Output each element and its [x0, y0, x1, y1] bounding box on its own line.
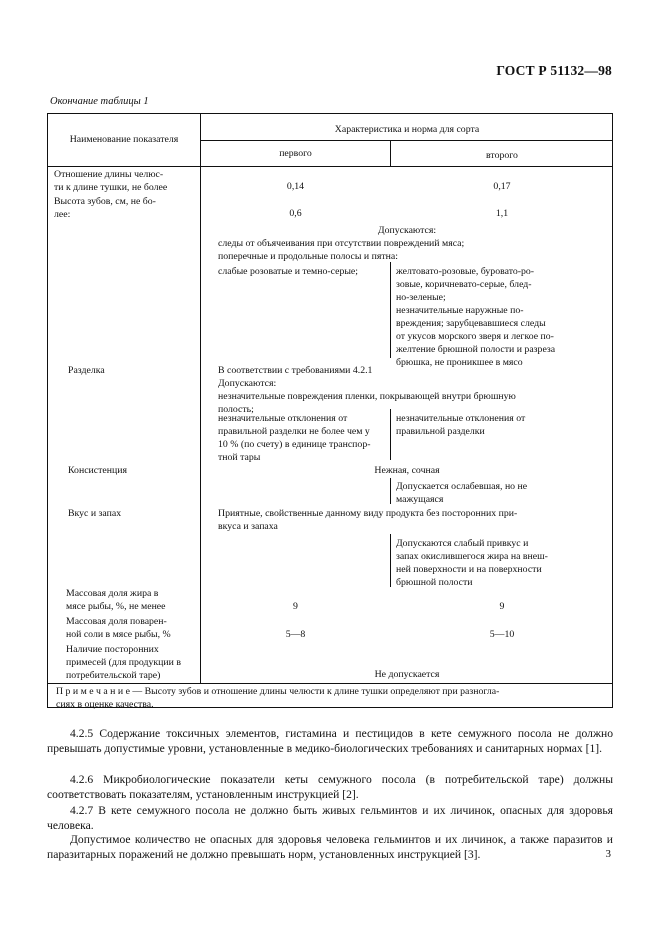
jaw-second: 0,17 — [493, 181, 511, 192]
cut-requirement: В соответствии с требованиями 4.2.1 — [218, 365, 373, 376]
fat-first: 9 — [293, 601, 298, 612]
col-header-param: Наименование показателя — [69, 134, 179, 145]
row-name-salt: Массовая доля поварен- ной соли в мясе рыбы, % — [66, 616, 171, 640]
header-bottom-line — [48, 166, 613, 167]
header-subdivider — [200, 140, 613, 141]
fat-second: 9 — [499, 601, 505, 612]
divider-consistency — [390, 478, 391, 504]
paragraph-4-2-7: 4.2.7 В кете семужного посола не должно быть живых гельминтов и их личинок, опасных для здоровья человека. — [47, 804, 613, 832]
cut-allowed: Допускаются: — [218, 378, 277, 389]
row-name-teeth: Высота зубов, см, не бо- лее: — [54, 196, 156, 220]
consistency-second: Допускается ослабевшая, но не мажущаяся — [396, 481, 528, 505]
paragraph-4-2-5: 4.2.5 Содержание токсичных элементов, гистамина и пестицидов в кете семужного посола не должно превышать допустимые уровни, установленные в медико-биологических требованиях и санитарных нормах [1]. — [47, 727, 613, 755]
paragraph-4-2-7-b: Допустимое количество не опасных для здоровья человека гельминтов и их личинок, а также паразитов и паразитарных поражений не должно превышать норм, установленных инструкцией [3]. — [47, 833, 613, 861]
color-first: слабые розоватые и темно-серые; — [218, 266, 359, 277]
row-name-fat: Массовая доля жира в мясе рыбы, %, не менее — [66, 588, 166, 612]
jaw-first: 0,14 — [286, 181, 305, 192]
teeth-first: 0,6 — [289, 208, 302, 219]
divider-cut — [390, 409, 391, 460]
allowed-heading: Допускаются: — [377, 225, 437, 236]
note-top-line — [48, 683, 613, 684]
cut-film: незначительные повреждения пленки, покрывающей внутри брюшную полость; — [218, 391, 516, 415]
paragraph-4-2-6: 4.2.6 Микробиологические показатели кеты семужного посола (в потребительской таре) должны соответствовать показателям, установленным инструкцией [2]. — [47, 773, 613, 801]
quality-table — [47, 113, 613, 708]
color-second: желтовато-розовые, буровато-ро- зовые, коричневато-серые, блед- но-зеленые; незначительные наружные по- вреждения; зарубцевавшиеся следы от укусов морского зверя и легкое по- желтение брюшной полости и разреза брюшка, не проникшее в мясо — [396, 266, 556, 368]
page-number: 3 — [605, 848, 611, 860]
divider-taste — [390, 534, 391, 587]
table-caption: Окончание таблицы 1 — [50, 96, 149, 107]
col-divider-main — [200, 114, 201, 683]
row-name-impurities: Наличие посторонних примесей (для продукции в потребительской таре) — [66, 644, 181, 681]
salt-first: 5—8 — [285, 629, 306, 640]
row-name-taste: Вкус и запах — [68, 508, 122, 519]
impurities-common: Не допускается — [374, 669, 440, 680]
cut-second: незначительные отклонения от правильной разделки — [396, 413, 526, 437]
taste-second: Допускаются слабый привкус и запах окислившегося жира на внеш- ней поверхности и на поверхности брюшной полости — [396, 538, 548, 588]
salt-second: 5—10 — [489, 629, 515, 640]
taste-common: Приятные, свойственные данному виду продукта без посторонних при- вкуса и запаха — [218, 508, 518, 532]
consistency-common: Нежная, сочная — [374, 465, 440, 476]
col-header-second: второго — [486, 150, 518, 161]
standard-header: ГОСТ Р 51132—98 — [496, 63, 612, 78]
divider-color — [390, 262, 391, 358]
row-name-consistency: Консистенция — [68, 465, 127, 476]
row-name-cut: Разделка — [68, 365, 105, 376]
table-note: П р и м е ч а н и е — Высоту зубов и отношение длины челюсти к длине тушки определяют при разногла- сиях в оценке качества. — [56, 686, 500, 710]
teeth-second: 1,1 — [495, 208, 509, 219]
row-name-jaw: Отношение длины челюс- ти к длине тушки, не более — [54, 169, 168, 193]
stripes-text: поперечные и продольные полосы и пятна: — [218, 251, 398, 262]
cut-first: незначительные отклонения от правильной разделки не более чем у 10 % (по счету) в единице транспор- тной тары — [218, 413, 371, 463]
col-header-first: первого — [279, 148, 312, 159]
traces-text: следы от объячеивания при отсутствии повреждений мяса; — [218, 238, 465, 249]
col-header-group: Характеристика и норма для сорта — [334, 124, 480, 135]
